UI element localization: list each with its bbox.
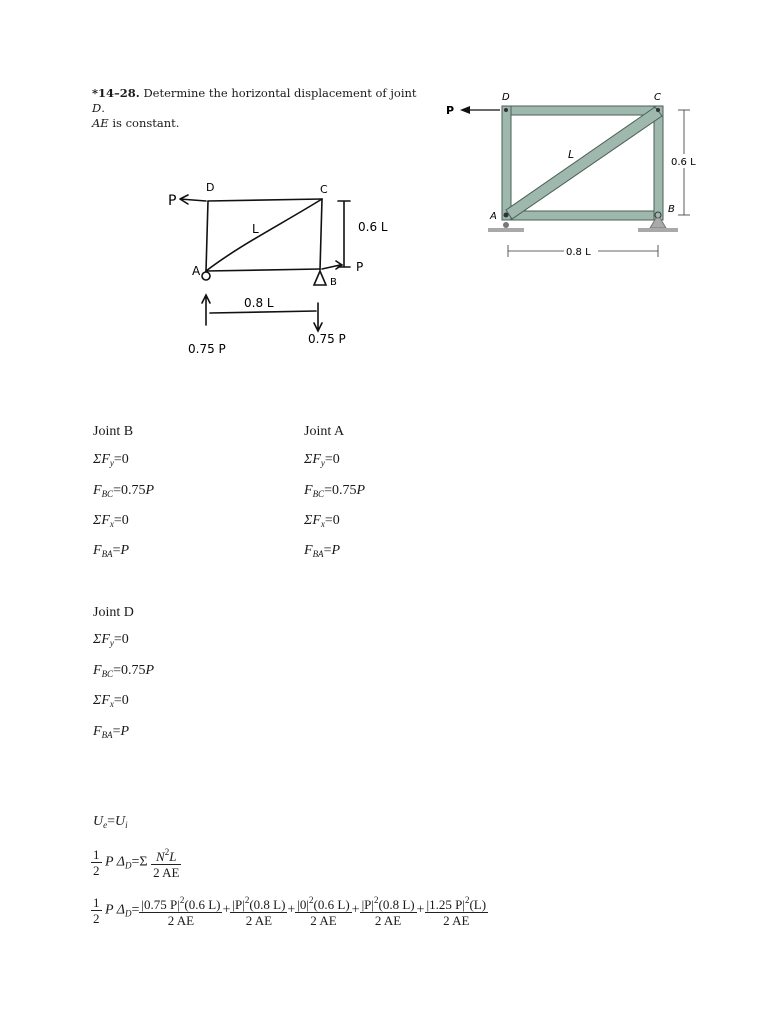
member-dc xyxy=(504,106,662,115)
sketch-joint-b: B xyxy=(330,277,337,288)
num xyxy=(425,893,489,913)
sketch-load: P xyxy=(168,193,177,209)
sub-ba: BA xyxy=(312,549,324,559)
joint-a-title: Joint A xyxy=(304,424,345,439)
t4b: (0.8 L) xyxy=(378,897,415,912)
fig-joint-d: D xyxy=(502,92,510,103)
sketch-reaction-a: 0.75 P xyxy=(188,342,226,356)
t3b: (0.6 L) xyxy=(313,897,350,912)
sketch-joint-c: C xyxy=(320,183,328,196)
t5: |1.25 P| xyxy=(426,897,465,912)
statement-part-b: . xyxy=(101,101,105,115)
sub-d: D xyxy=(125,908,132,919)
sub-x: x xyxy=(320,519,325,529)
fba-value: = xyxy=(323,543,332,558)
eq: = xyxy=(131,902,140,918)
fig-width-label: 0.8 L xyxy=(566,247,591,258)
eq-sigma: =Σ xyxy=(131,854,148,870)
t2b: (0.8 L) xyxy=(249,897,286,912)
fig-joint-c: C xyxy=(654,92,661,103)
statement-part-a: Determine the horizontal displacement of joint xyxy=(143,86,417,100)
sub-x: x xyxy=(109,519,114,529)
ground-a-icon xyxy=(488,228,524,232)
member-ac xyxy=(506,107,662,219)
num xyxy=(360,893,417,913)
sub-bc: BC xyxy=(312,489,325,499)
f: F xyxy=(93,543,102,558)
problem-statement xyxy=(92,86,432,131)
fba-value: = xyxy=(112,543,121,558)
energy-expanded-eq xyxy=(91,893,488,928)
sketch-reaction-b-arrow-icon xyxy=(322,261,342,269)
p: P xyxy=(145,483,155,498)
den: 2 xyxy=(93,863,100,878)
fbc-value: =0.75 xyxy=(324,483,357,498)
fig-member-l: L xyxy=(568,148,575,161)
sketch-member-ac xyxy=(206,199,322,271)
joint-d-title: Joint D xyxy=(93,605,134,620)
sketch-diag: L xyxy=(252,222,259,236)
statement-ae: AE xyxy=(92,116,109,130)
fig-joint-b: B xyxy=(668,204,675,215)
sketch-reaction-b-down-arrow-icon xyxy=(314,303,322,331)
sketch-joint-a: A xyxy=(192,264,201,278)
n: N xyxy=(156,849,165,864)
p: P xyxy=(120,724,130,739)
sketch-member-dc xyxy=(208,199,322,201)
sum-f: ΣF xyxy=(93,513,110,528)
joint-a-sum-fy xyxy=(304,452,340,468)
num xyxy=(230,893,287,913)
den: 2 AE xyxy=(443,913,470,928)
sum-f: ΣF xyxy=(93,632,110,647)
fbc-value: =0.75 xyxy=(113,663,146,678)
joint-b-fbc xyxy=(93,483,154,499)
joint-b-fba xyxy=(93,543,129,559)
sketch-width-dim xyxy=(210,311,316,313)
t1: |0.75 P| xyxy=(141,897,180,912)
sub-y: y xyxy=(109,638,114,648)
statement-joint: D xyxy=(92,101,102,115)
sup-2: 2 xyxy=(244,895,250,905)
sub-y: y xyxy=(109,458,114,468)
n2l-fraction xyxy=(151,845,181,880)
fba-value: = xyxy=(112,724,121,739)
sub-d: D xyxy=(125,860,132,871)
sup-2: 2 xyxy=(309,895,314,905)
half-fraction xyxy=(91,847,102,878)
pin-c xyxy=(656,108,660,112)
joint-a-fbc xyxy=(304,483,365,499)
plus: + xyxy=(351,902,360,918)
sketch-height: 0.6 L xyxy=(358,220,388,234)
num: 1 xyxy=(93,847,100,862)
f: F xyxy=(93,483,102,498)
sketch-reaction-b-vertical: 0.75 P xyxy=(308,332,346,346)
t4: |P| xyxy=(361,897,374,912)
fbc-value: =0.75 xyxy=(113,483,146,498)
p-delta: P Δ xyxy=(105,854,126,870)
num: 1 xyxy=(93,895,100,910)
l: L xyxy=(169,849,177,864)
eq: = xyxy=(107,814,116,829)
hand-sketch xyxy=(150,175,410,365)
sketch-reaction-a-arrow-icon xyxy=(202,295,210,325)
eq-zero: =0 xyxy=(113,693,129,708)
fig-height-label: 0.6 L xyxy=(671,157,696,168)
sketch-height-dim xyxy=(338,201,350,267)
pin-d xyxy=(504,108,508,112)
fig-joint-a: A xyxy=(490,211,497,222)
member-bc xyxy=(654,106,663,220)
sub-x: x xyxy=(109,699,114,709)
fig-load-label: P xyxy=(446,104,455,117)
half-fraction xyxy=(91,895,102,926)
den: 2 AE xyxy=(310,913,337,928)
joint-a-sum-fx xyxy=(304,513,340,529)
f: F xyxy=(93,724,102,739)
joint-d-sum-fy xyxy=(93,632,129,648)
eq-zero: =0 xyxy=(324,513,340,528)
roller-a-icon xyxy=(503,222,509,228)
sub-e: e xyxy=(103,820,108,830)
sup-2: 2 xyxy=(464,895,470,905)
eq-zero: =0 xyxy=(113,452,129,467)
t2: |P| xyxy=(232,897,245,912)
term-2 xyxy=(230,893,287,928)
energy-ue-ui xyxy=(93,814,128,830)
term-3 xyxy=(295,893,351,928)
f: F xyxy=(304,483,313,498)
sub-y: y xyxy=(320,458,325,468)
f: F xyxy=(304,543,313,558)
num xyxy=(295,893,351,913)
t5b: (L) xyxy=(469,897,487,912)
t1b: (0.6 L) xyxy=(184,897,221,912)
den: 2 AE xyxy=(245,913,273,928)
num xyxy=(151,845,181,865)
sketch-member-ab xyxy=(206,269,320,271)
sketch-joint-d: D xyxy=(206,181,215,194)
u: U xyxy=(93,814,104,829)
sketch-pin-b-icon xyxy=(314,271,326,285)
joint-d-fbc xyxy=(93,663,154,679)
joint-b-sum-fy xyxy=(93,452,129,468)
term-4 xyxy=(360,893,417,928)
joint-d-sum-fx xyxy=(93,693,129,709)
sup-2: 2 xyxy=(374,895,379,905)
p-delta: P Δ xyxy=(105,902,126,918)
plus: + xyxy=(416,902,425,918)
sub-i: i xyxy=(125,820,128,830)
sum-f: ΣF xyxy=(93,693,110,708)
sketch-member-da xyxy=(206,201,208,271)
p: P xyxy=(120,543,130,558)
plus: + xyxy=(287,902,296,918)
sketch-reaction-b: P xyxy=(356,260,364,274)
eq-zero: =0 xyxy=(324,452,340,467)
statement-part-d: is constant. xyxy=(108,116,180,130)
sketch-load-arrow-icon xyxy=(180,195,206,204)
sub-bc: BC xyxy=(101,489,114,499)
eq-zero: =0 xyxy=(113,513,129,528)
p: P xyxy=(356,483,366,498)
joint-d-fba xyxy=(93,724,129,740)
member-ad xyxy=(502,106,511,220)
sub-ba: BA xyxy=(101,730,113,740)
term-5 xyxy=(425,893,489,928)
sketch-roller-a-icon xyxy=(202,272,210,280)
sup-2: 2 xyxy=(164,847,170,857)
sub-bc: BC xyxy=(101,669,114,679)
sup-2: 2 xyxy=(179,895,185,905)
joint-b-sum-fx xyxy=(93,513,129,529)
u: U xyxy=(115,814,126,829)
t3: |0| xyxy=(297,897,310,912)
sum-f: ΣF xyxy=(93,452,110,467)
textbook-truss-figure xyxy=(440,86,702,266)
sketch-member-cb xyxy=(320,199,322,270)
den: 2 AE xyxy=(167,913,195,928)
term-1 xyxy=(139,893,222,928)
energy-general-eq xyxy=(91,845,181,880)
num xyxy=(139,893,222,913)
pin-a xyxy=(504,213,509,218)
problem-number: *14–28. xyxy=(92,86,140,100)
p: P xyxy=(331,543,341,558)
sketch-width: 0.8 L xyxy=(244,296,274,310)
den: 2 xyxy=(93,911,100,926)
p: P xyxy=(145,663,155,678)
load-arrow-icon xyxy=(460,106,470,114)
ground-b-icon xyxy=(638,228,678,232)
den: 2 AE xyxy=(374,913,402,928)
eq-zero: =0 xyxy=(113,632,129,647)
member-ab xyxy=(504,211,662,220)
sum-f: ΣF xyxy=(304,513,321,528)
f: F xyxy=(93,663,102,678)
joint-b-title: Joint B xyxy=(93,424,134,439)
plus: + xyxy=(222,902,231,918)
den: 2 AE xyxy=(153,865,180,880)
sum-f: ΣF xyxy=(304,452,321,467)
sub-ba: BA xyxy=(101,549,113,559)
joint-a-fba xyxy=(304,543,340,559)
